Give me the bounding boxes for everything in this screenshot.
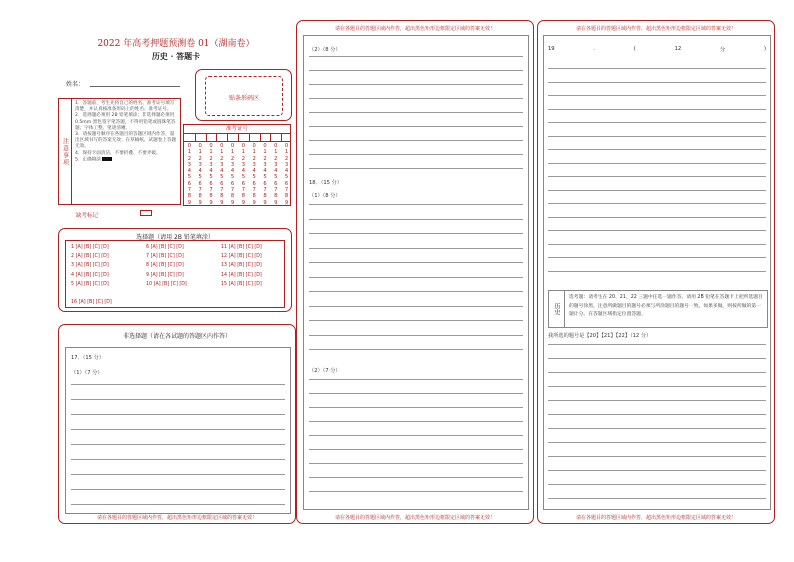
- answer-line: [309, 421, 523, 422]
- digit-bubble[interactable]: 3: [209, 161, 213, 168]
- exam-number-write-cells[interactable]: [184, 134, 290, 142]
- answer-line: [309, 435, 523, 436]
- digit-bubble[interactable]: 2: [263, 155, 267, 162]
- digit-bubble[interactable]: 1: [274, 149, 278, 156]
- choice-question[interactable]: [221, 254, 262, 259]
- answer-line: [548, 136, 766, 137]
- digit-bubble[interactable]: 8: [252, 193, 256, 200]
- digit-bubble[interactable]: 7: [220, 187, 224, 194]
- answer-line: [548, 190, 766, 191]
- selected-question-label: 我所选的题号是【20】【21】【22】（12 分）: [548, 333, 652, 339]
- choice-options[interactable]: [A] [B] [C] [D]: [150, 245, 184, 250]
- digit-bubble[interactable]: 7: [198, 187, 202, 194]
- choice-answer-grid: [65, 240, 285, 308]
- choice-options[interactable]: [A] [B] [C] [D]: [228, 245, 262, 250]
- answer-line: [548, 149, 766, 150]
- digit-bubble[interactable]: 4: [198, 168, 202, 175]
- answer-line: [309, 204, 523, 205]
- answer-line: [548, 400, 766, 401]
- choice-question-number: 5: [71, 281, 76, 287]
- digit-bubble[interactable]: 6: [220, 180, 224, 187]
- digit-bubble[interactable]: 3: [241, 161, 246, 168]
- digit-bubble[interactable]: 7: [209, 187, 213, 194]
- digit-bubble[interactable]: 6: [252, 180, 256, 187]
- digit-bubble[interactable]: 8: [187, 193, 192, 200]
- digit-bubble[interactable]: 1: [241, 149, 246, 156]
- digit-bubble[interactable]: 3: [220, 161, 224, 168]
- digit-bubble[interactable]: 1: [252, 149, 256, 156]
- digit-bubble[interactable]: 8: [198, 193, 202, 200]
- digit-bubble[interactable]: 0: [274, 143, 278, 149]
- answer-line: [309, 262, 523, 263]
- answer-line: [548, 109, 766, 110]
- notes-side-label: 注意事项: [59, 99, 72, 204]
- choice-options[interactable]: [A] [B] [C] [D]: [75, 245, 109, 250]
- notes-example: 5．正确填涂: [75, 157, 178, 164]
- choice-question-number: 13: [221, 263, 229, 269]
- answer-line: [309, 56, 523, 57]
- answer-line: [548, 484, 766, 485]
- digit-bubble[interactable]: 5: [252, 174, 256, 181]
- choice-options[interactable]: [A] [B] [C] [D]: [228, 263, 262, 269]
- digit-bubble[interactable]: 4: [241, 168, 246, 175]
- answer-line: [548, 498, 766, 499]
- history-choose-instructions: 选考题：请考生在 20、21、22 三题中任选一题作答，请用 2B 铅笔在答题卡上把所选题目的题号涂黑。注意所做题目的题号必须与所涂题目的题号一致，如果多做，则按所做的第一题计分。在答题区域指定位置答题。: [569, 295, 763, 317]
- digit-bubble[interactable]: 6: [241, 180, 246, 187]
- barcode-label: 贴条形码区: [228, 95, 259, 102]
- digit-bubble[interactable]: 0: [252, 143, 256, 149]
- answer-line: [309, 140, 523, 141]
- choice-question[interactable]: [71, 282, 109, 287]
- digit-bubble[interactable]: 2: [209, 155, 213, 162]
- digit-bubble[interactable]: 1: [284, 149, 289, 156]
- digit-bubble[interactable]: 0: [230, 143, 235, 149]
- answer-line: [309, 277, 523, 278]
- digit-bubble[interactable]: 7: [187, 187, 192, 194]
- digit-bubble[interactable]: 6: [263, 180, 267, 187]
- nonchoice-section: [58, 324, 296, 524]
- choice-question-number: 12: [221, 254, 229, 260]
- page-title: 2022 年高考押题预测卷 01（湖南卷）: [97, 39, 255, 49]
- digit-bubble[interactable]: 5: [198, 174, 202, 181]
- choice-question-number: 14: [221, 272, 229, 278]
- digit-bubble[interactable]: 4: [284, 168, 289, 175]
- digit-bubble[interactable]: 2: [252, 155, 256, 162]
- digit-bubble[interactable]: 5: [241, 174, 246, 181]
- exam-number-cell-divider: [227, 134, 228, 142]
- digit-bubble[interactable]: 4: [274, 168, 278, 175]
- exam-number-cell-divider: [216, 134, 217, 142]
- choice-question-number: 1: [71, 245, 76, 250]
- answer-line: [548, 414, 766, 415]
- digit-bubble[interactable]: 8: [274, 193, 278, 200]
- digit-bubble[interactable]: 4: [187, 168, 192, 175]
- digit-bubble[interactable]: 0: [187, 143, 192, 149]
- digit-bubble[interactable]: 5: [230, 174, 235, 181]
- choice-question[interactable]: [146, 282, 187, 287]
- q17-part2-label: （2）（8 分）: [309, 47, 341, 53]
- exam-number-title: 准考证号: [184, 125, 290, 134]
- answer-line: [309, 449, 523, 450]
- digit-bubble[interactable]: 0: [241, 143, 246, 149]
- choice-options[interactable]: [A] [B] [C] [D]: [150, 272, 184, 278]
- choice-question-number: 3: [71, 263, 76, 269]
- mid-answer-area[interactable]: [303, 35, 529, 510]
- digit-bubble[interactable]: 6: [230, 180, 235, 187]
- digit-bubble[interactable]: 6: [274, 180, 278, 187]
- digit-bubble[interactable]: 0: [263, 143, 267, 149]
- exam-number-cell-divider: [249, 134, 250, 142]
- q17-part1-label: （1）（7 分）: [71, 370, 103, 376]
- answer-line: [548, 244, 766, 245]
- digit-bubble[interactable]: 1: [230, 149, 235, 156]
- exam-number-column[interactable]: [227, 143, 238, 206]
- choice-question[interactable]: [221, 273, 262, 278]
- answer-line: [548, 257, 766, 258]
- digit-bubble[interactable]: 7: [274, 187, 278, 194]
- answer-line: [548, 428, 766, 429]
- digit-bubble[interactable]: 1: [209, 149, 213, 156]
- digit-bubble[interactable]: 4: [220, 168, 224, 175]
- digit-bubble[interactable]: 5: [209, 174, 213, 181]
- digit-bubble[interactable]: 9: [241, 199, 246, 206]
- digit-bubble[interactable]: 5: [220, 174, 224, 181]
- middle-answer-panel: [296, 20, 534, 524]
- choice-options[interactable]: [A] [B] [C] [D]: [75, 281, 109, 287]
- warning-text: 请在各题目的答题区域内作答，超出黑色矩形边框限定区域的答案无效！: [575, 515, 736, 521]
- answer-line: [548, 68, 766, 69]
- choice-question[interactable]: [146, 263, 184, 268]
- answer-line: [71, 489, 285, 490]
- digit-bubble[interactable]: 1: [263, 149, 267, 156]
- digit-bubble[interactable]: 6: [284, 180, 289, 187]
- digit-bubble[interactable]: 4: [230, 168, 235, 175]
- choice-options[interactable]: [A] [B] [C] [D]: [150, 263, 184, 269]
- choice-options[interactable]: [A] [B] [C] [D]: [228, 272, 262, 278]
- exam-number-column[interactable]: [206, 143, 217, 206]
- answer-line: [309, 477, 523, 478]
- choice-options[interactable]: [A] [B] [C] [D]: [228, 254, 262, 260]
- answer-line: [71, 399, 285, 400]
- answer-line: [309, 291, 523, 292]
- history-side-label: 历史: [549, 291, 565, 327]
- barcode-area: [205, 76, 283, 116]
- digit-bubble[interactable]: 1: [187, 149, 192, 156]
- choice-options[interactable]: [A] [B] [C] [D]: [75, 263, 109, 269]
- choice-question-number: 8: [146, 263, 151, 269]
- answer-line: [548, 442, 766, 443]
- right-answer-panel: [537, 20, 775, 524]
- exam-number-column[interactable]: [281, 143, 292, 206]
- exam-number-column[interactable]: [238, 143, 249, 206]
- filled-mark-example: [102, 157, 112, 161]
- digit-bubble[interactable]: 2: [187, 155, 192, 162]
- answer-line: [548, 176, 766, 177]
- answer-line: [309, 393, 523, 394]
- answer-line: [309, 248, 523, 249]
- warning-text: 请在各题目的答题区域内作答，超出黑色矩形边框限定区域的答案无效！: [575, 26, 736, 32]
- digit-bubble[interactable]: 2: [220, 155, 224, 162]
- digit-bubble[interactable]: 7: [230, 187, 235, 194]
- answer-line: [548, 271, 766, 272]
- digit-bubble[interactable]: 7: [241, 187, 246, 194]
- q18-part2-label: （2）（7 分）: [309, 368, 341, 374]
- answer-line: [548, 358, 766, 359]
- answer-line: [309, 126, 523, 127]
- name-field[interactable]: [90, 86, 180, 87]
- page-subtitle: 历史 · 答题卡: [151, 51, 201, 61]
- exam-number-column[interactable]: [270, 143, 281, 206]
- answer-line: [548, 95, 766, 96]
- choice-question[interactable]: [71, 263, 109, 268]
- choice-options[interactable]: [A] [B] [C] [D]: [75, 254, 109, 260]
- digit-bubble[interactable]: 5: [274, 174, 278, 181]
- notes-panel: [58, 98, 181, 205]
- answer-line: [71, 444, 285, 445]
- warning-text: 请在各题目的答题区域内作答，超出黑色矩形边框限定区域的答案无效！: [96, 515, 257, 521]
- digit-bubble[interactable]: 0: [198, 143, 202, 149]
- digit-bubble[interactable]: 8: [230, 193, 235, 200]
- digit-bubble[interactable]: 9: [284, 199, 289, 206]
- digit-bubble[interactable]: 6: [198, 180, 202, 187]
- digit-bubble[interactable]: 2: [241, 155, 246, 162]
- choice-options[interactable]: [A] [B] [C] [D]: [153, 281, 187, 287]
- digit-bubble[interactable]: 5: [263, 174, 267, 181]
- choice-question[interactable]: [146, 245, 184, 250]
- answer-line: [309, 407, 523, 408]
- q18-label: 18．（15 分）: [309, 180, 343, 186]
- exam-number-cell-divider: [238, 134, 239, 142]
- q17-label: 17．（15 分）: [71, 355, 105, 361]
- choice-question-number: 10: [146, 281, 154, 287]
- choice-question[interactable]: [221, 263, 262, 268]
- exam-number-cell-divider: [195, 134, 196, 142]
- digit-bubble[interactable]: 2: [198, 155, 202, 162]
- answer-line: [309, 233, 523, 234]
- warning-text: 请在各题目的答题区域内作答，超出黑色矩形边框限定区域的答案无效！: [334, 515, 495, 521]
- q19-label: 19 . ( 12 分 ): [548, 46, 766, 53]
- answer-line: [309, 112, 523, 113]
- exam-number-cell-divider: [260, 134, 261, 142]
- digit-bubble[interactable]: 8: [220, 193, 224, 200]
- digit-bubble[interactable]: 9: [252, 199, 256, 206]
- choice-question-number: 6: [146, 245, 151, 250]
- answer-line: [309, 463, 523, 464]
- digit-bubble[interactable]: 7: [263, 187, 267, 194]
- digit-bubble[interactable]: 4: [263, 168, 267, 175]
- choice-question-number: 15: [221, 281, 229, 287]
- exam-number-column[interactable]: [249, 143, 260, 206]
- exam-number-cell-divider: [270, 134, 271, 142]
- digit-bubble[interactable]: 3: [284, 161, 289, 168]
- digit-bubble[interactable]: 2: [274, 155, 278, 162]
- absent-mark-box[interactable]: [140, 210, 152, 216]
- answer-line: [309, 335, 523, 336]
- answer-line: [309, 98, 523, 99]
- digit-bubble[interactable]: 8: [241, 193, 246, 200]
- answer-line: [71, 459, 285, 460]
- digit-bubble[interactable]: 3: [198, 161, 202, 168]
- answer-line: [309, 379, 523, 380]
- answer-line: [548, 456, 766, 457]
- exam-number-cell-divider: [206, 134, 207, 142]
- digit-bubble[interactable]: 5: [284, 174, 289, 181]
- digit-bubble[interactable]: 0: [220, 143, 224, 149]
- digit-bubble[interactable]: 1: [220, 149, 224, 156]
- answer-line: [309, 306, 523, 307]
- digit-bubble[interactable]: 2: [230, 155, 235, 162]
- digit-bubble[interactable]: 3: [187, 161, 192, 168]
- name-label: 姓名：: [66, 81, 85, 88]
- digit-bubble[interactable]: 6: [209, 180, 213, 187]
- digit-bubble[interactable]: 3: [263, 161, 267, 168]
- digit-bubble[interactable]: 8: [209, 193, 213, 200]
- digit-bubble[interactable]: 4: [209, 168, 213, 175]
- exam-number-cell-divider: [281, 134, 282, 142]
- answer-line: [548, 217, 766, 218]
- answer-line: [548, 122, 766, 123]
- notes-item: 2．选择题必须用 2B 铅笔填涂；非选择题必须用 0.5mm 黑色签字笔答题，不得用铅笔或圆珠笔答题；字体工整、笔迹清晰。: [75, 113, 176, 131]
- notes-item: 1．答题前，考生先将自己的姓名、准考证号填写清楚，并认真核准条形码上的姓名、准考证号。: [75, 101, 175, 113]
- choice-question-number: 4: [71, 272, 76, 278]
- answer-line: [71, 414, 285, 415]
- choice-question-number: 2: [71, 254, 76, 260]
- choice-options[interactable]: [A] [B] [C] [D]: [75, 272, 109, 278]
- answer-line: [71, 429, 285, 430]
- exam-number-column[interactable]: [184, 143, 195, 206]
- digit-bubble[interactable]: 4: [252, 168, 256, 175]
- digit-bubble[interactable]: 8: [263, 193, 267, 200]
- answer-line: [309, 84, 523, 85]
- choice-question[interactable]: [221, 282, 262, 287]
- q18-part1-label: （1）（8 分）: [309, 193, 341, 199]
- answer-line: [309, 349, 523, 350]
- choice-question[interactable]: [71, 273, 109, 278]
- digit-bubble[interactable]: 7: [252, 187, 256, 194]
- answer-line: [548, 470, 766, 471]
- choice-question[interactable]: [71, 245, 109, 250]
- digit-bubble[interactable]: 9: [187, 199, 192, 206]
- choice-question[interactable]: [146, 273, 184, 278]
- answer-line: [548, 372, 766, 373]
- choice-question-number: 11: [221, 245, 229, 250]
- answer-line: [548, 344, 766, 345]
- notes-item: 3．请按题号顺序在各题目的答题区域内作答，超出区域书写的答案无效；在草稿纸、试题卷上答题无效。: [75, 132, 177, 150]
- answer-line: [548, 203, 766, 204]
- choice-question[interactable]: [146, 254, 184, 259]
- exam-number-column[interactable]: [260, 143, 271, 206]
- choice-question-number: 9: [146, 272, 151, 278]
- choice-options[interactable]: [A] [B] [C] [D]: [78, 300, 112, 306]
- answer-line: [71, 384, 285, 385]
- digit-bubble[interactable]: 0: [284, 143, 289, 149]
- q17-answer-area[interactable]: [65, 347, 291, 514]
- digit-bubble[interactable]: 2: [284, 155, 289, 162]
- choice-options[interactable]: [A] [B] [C] [D]: [150, 254, 184, 260]
- answer-line: [548, 386, 766, 387]
- choice-title: 选择题（请用 2B 铅笔填涂）: [136, 234, 214, 241]
- warning-text: 请在各题目的答题区域内作答，超出黑色矩形边框限定区域的答案无效！: [334, 26, 495, 32]
- absent-mark-label: 缺考标记: [76, 213, 99, 219]
- digit-bubble[interactable]: 9: [198, 199, 202, 206]
- digit-bubble[interactable]: 5: [187, 174, 192, 181]
- digit-bubble[interactable]: 3: [252, 161, 256, 168]
- digit-bubble[interactable]: 9: [274, 199, 278, 206]
- nonchoice-title: 非选择题（请在各试题的答题区内作答）: [122, 333, 231, 340]
- digit-bubble[interactable]: 0: [209, 143, 213, 149]
- answer-line: [548, 163, 766, 164]
- answer-line: [309, 154, 523, 155]
- answer-line: [71, 504, 285, 505]
- answer-line: [309, 320, 523, 321]
- exam-number-column[interactable]: [195, 143, 206, 206]
- answer-line: [309, 70, 523, 71]
- answer-line: [309, 219, 523, 220]
- digit-bubble[interactable]: 9: [220, 199, 224, 206]
- notes-list: [75, 101, 178, 164]
- choice-question[interactable]: [221, 245, 262, 250]
- answer-line: [548, 82, 766, 83]
- history-choose-box: [548, 290, 768, 328]
- exam-number-grid: [183, 124, 291, 206]
- answer-line: [71, 474, 285, 475]
- answer-line: [548, 230, 766, 231]
- digit-bubble[interactable]: 3: [274, 161, 278, 168]
- choice-options[interactable]: [A] [B] [C] [D]: [228, 281, 262, 287]
- choice-question[interactable]: [71, 300, 112, 305]
- digit-bubble[interactable]: 9: [230, 199, 235, 206]
- digit-bubble[interactable]: 6: [187, 180, 192, 187]
- choice-question[interactable]: [71, 254, 109, 259]
- digit-bubble[interactable]: 8: [284, 193, 289, 200]
- exam-number-column[interactable]: [216, 143, 227, 206]
- digit-bubble[interactable]: 9: [263, 199, 267, 206]
- notes-item: 4．保持卡面清洁，不要折叠、不要弄破。: [75, 150, 161, 156]
- answer-line: [309, 491, 523, 492]
- q19-answer-area[interactable]: [543, 35, 771, 510]
- digit-bubble[interactable]: 3: [230, 161, 235, 168]
- exam-number-bubbles[interactable]: [184, 143, 290, 205]
- choice-question-number: 7: [146, 254, 151, 260]
- digit-bubble[interactable]: 9: [209, 199, 213, 206]
- choice-section: [58, 228, 292, 312]
- choice-question-number: 16: [71, 300, 79, 306]
- digit-bubble[interactable]: 1: [198, 149, 202, 156]
- digit-bubble[interactable]: 7: [284, 187, 289, 194]
- answer-line: [309, 168, 523, 169]
